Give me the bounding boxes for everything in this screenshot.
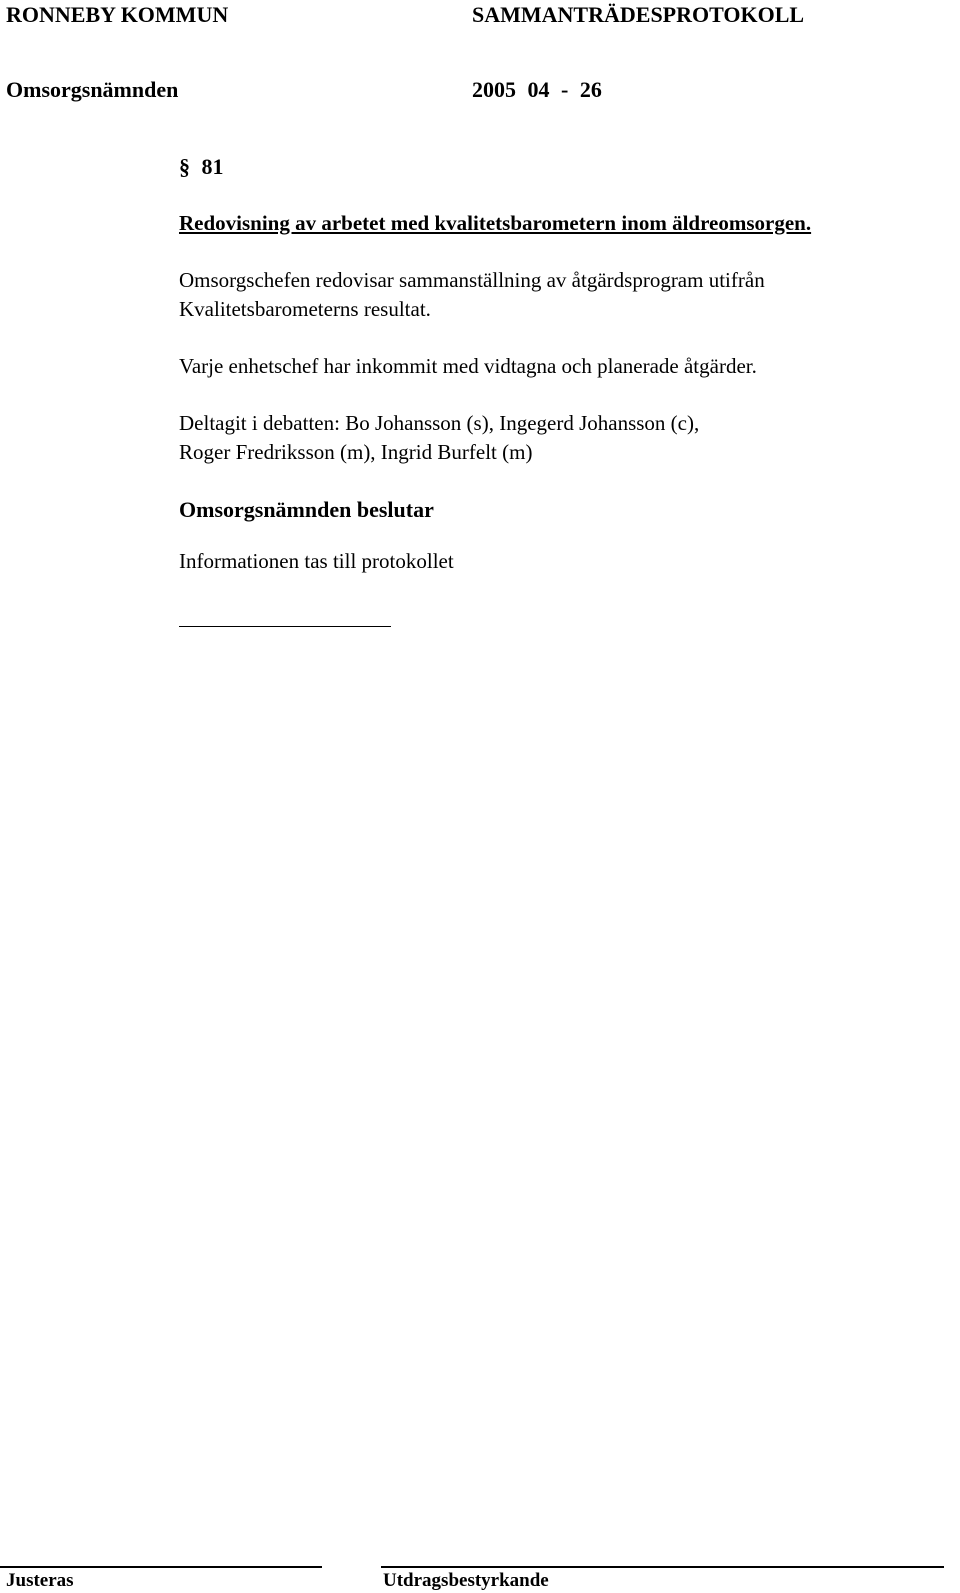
footer-utdragsbestyrkande-label: Utdragsbestyrkande: [383, 1570, 549, 1591]
meeting-date: 2005 04 - 26: [472, 77, 602, 102]
paragraph-2: Varje enhetschef har inkommit med vidtagna och planerade åtgärder.: [179, 354, 757, 378]
document-type: SAMMANTRÄDESPROTOKOLL: [472, 2, 805, 27]
committee-name: Omsorgsnämnden: [6, 77, 179, 102]
paragraph-symbol: §: [179, 154, 190, 179]
municipality-name: RONNEBY KOMMUN: [6, 2, 229, 27]
paragraph-3-line-1: Deltagit i debatten: Bo Johansson (s), Ingegerd Johansson (c),: [179, 411, 700, 435]
footer-rule-left: [0, 1566, 322, 1568]
decision-heading: Omsorgsnämnden beslutar: [179, 497, 434, 522]
footer-justeras-label: Justeras: [6, 1570, 74, 1591]
signature-line: [179, 626, 391, 627]
paragraph-1-line-2: Kvalitetsbarometerns resultat.: [179, 297, 431, 321]
paragraph-3-line-2: Roger Fredriksson (m), Ingrid Burfelt (m): [179, 440, 533, 464]
section-number: 81: [201, 154, 224, 179]
section-title: Redovisning av arbetet med kvalitetsbarometern inom äldreomsorgen.: [179, 211, 812, 235]
decision-text: Informationen tas till protokollet: [179, 549, 454, 573]
section-heading: [179, 154, 224, 180]
paragraph-1-line-1: Omsorgschefen redovisar sammanställning av åtgärdsprogram utifrån: [179, 268, 765, 292]
footer-rule-right: [381, 1566, 944, 1568]
